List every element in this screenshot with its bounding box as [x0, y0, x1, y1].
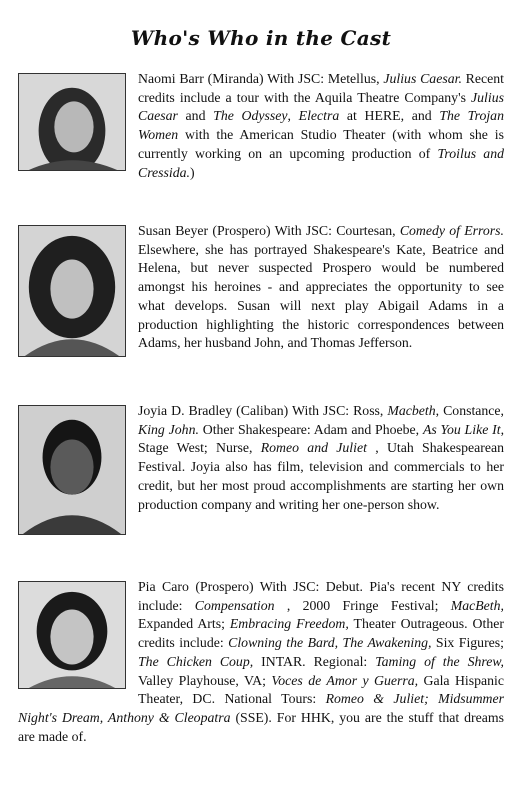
- headshot-icon: [19, 406, 125, 534]
- bio-segment: at HERE, and: [339, 108, 440, 124]
- actor-role: (Prospero): [195, 579, 254, 594]
- work-title: Julius Caesar: [138, 89, 504, 124]
- work-title: Electra: [298, 108, 340, 124]
- bio-segment: With JSC: Ross,: [288, 403, 388, 418]
- headshot-photo: [18, 225, 126, 357]
- bio-segment: Recent credits include a tour with the Aquila Theatre Company's: [138, 71, 504, 105]
- bio-segment: Expanded Arts;: [138, 616, 230, 632]
- bio-segment: , Stage West; Nurse,: [138, 421, 505, 456]
- bio-segment: With JSC: Metellus,: [263, 71, 384, 86]
- bio-segment: , 2000 Fringe Festival;: [274, 597, 451, 613]
- work-title: As You Like It: [422, 421, 501, 437]
- bio-segment: With JSC: Courtesan,: [270, 223, 400, 238]
- work-title: Embracing Freedom,: [229, 616, 349, 632]
- bio-susan-beyer: [18, 222, 504, 361]
- bio-segment: , Constance,: [435, 403, 505, 418]
- actor-role: (Miranda): [207, 71, 264, 86]
- work-title: Taming of the Shrew,: [375, 653, 504, 669]
- headshot-icon: [19, 74, 125, 170]
- bio-segment: With JSC: Debut. Pia's recent NY credits include:: [138, 579, 504, 613]
- work-title: Comedy of Errors.: [399, 223, 504, 238]
- work-title: Macbeth: [387, 403, 436, 418]
- actor-name: Naomi Barr: [138, 71, 204, 86]
- bio-pia-caro: [18, 578, 504, 746]
- headshot-photo: [18, 73, 126, 171]
- work-title: Julius Caesar.: [383, 71, 462, 86]
- bio-segment: Elsewhere, she has portrayed Shakespeare's Kate, Beatrice and Helena, but never suspected Prospero would be numbered amongst his heroines - and appreciates the opportunity to see what develops. Susan will next play Abigail Adams in a production highlighting the historic correspondences between Adams, her husband John, and Thomas Jefferson.: [138, 241, 504, 351]
- bio-segment: Other Shakespeare: Adam and Phoebe,: [198, 421, 423, 437]
- bio-segment: Valley Playhouse, VA;: [138, 672, 272, 688]
- work-title: The Trojan Women: [138, 108, 504, 143]
- work-title: King John.: [138, 421, 199, 437]
- bio-naomi-barr: [18, 70, 504, 182]
- bio-segment: ,: [287, 108, 299, 124]
- bio-segment: Theater Outrageous. Other credits include:: [138, 616, 504, 651]
- bio-segment: , Utah Shakespearean Festival. Joyia also has film, television and commercials to her credit, but her most proud accomplishments are starting her own production company and writing her one-person show.: [138, 440, 505, 512]
- work-title: Compensation: [194, 597, 275, 613]
- work-title: Clowning the Bard, The Awakening,: [228, 635, 432, 651]
- work-title: Voces de Amor y Guerra,: [271, 672, 419, 688]
- bio-segment: and: [177, 108, 214, 124]
- work-title: Troilus and Cressida.: [138, 145, 505, 180]
- bio-segment: Gala Hispanic Theater, DC. National Tours:: [138, 672, 504, 707]
- bio-segment: with the American Studio Theater (with whom she is currently working on an upcoming production of: [138, 127, 504, 161]
- work-title: The Chicken Coup,: [138, 653, 254, 669]
- bio-segment: (SSE). For HHK, you are the stuff that dreams are made of.: [18, 709, 504, 744]
- bio-joyia-bradley: [18, 402, 504, 539]
- work-title: Romeo & Juliet; Midsummer Night's Dream, Anthony & Cleopatra: [18, 691, 504, 725]
- work-title: MacBeth,: [450, 597, 504, 613]
- page-title: Who's Who in the Cast: [130, 26, 392, 50]
- headshot-icon: [19, 582, 125, 688]
- headshot-icon: [19, 226, 125, 356]
- actor-name: Susan Beyer: [138, 223, 209, 238]
- actor-name: Pia Caro: [138, 579, 189, 594]
- actor-role: (Caliban): [236, 403, 289, 418]
- actor-role: (Prospero): [212, 223, 271, 238]
- actor-name: Joyia D. Bradley: [138, 403, 233, 418]
- work-title: Romeo and Juliet: [260, 440, 367, 456]
- headshot-photo: [18, 405, 126, 535]
- bio-segment: INTAR. Regional:: [253, 653, 376, 669]
- bio-segment: ): [190, 164, 195, 180]
- work-title: The Odyssey: [213, 108, 288, 124]
- headshot-photo: [18, 581, 126, 689]
- bio-segment: Six Figures;: [431, 635, 504, 651]
